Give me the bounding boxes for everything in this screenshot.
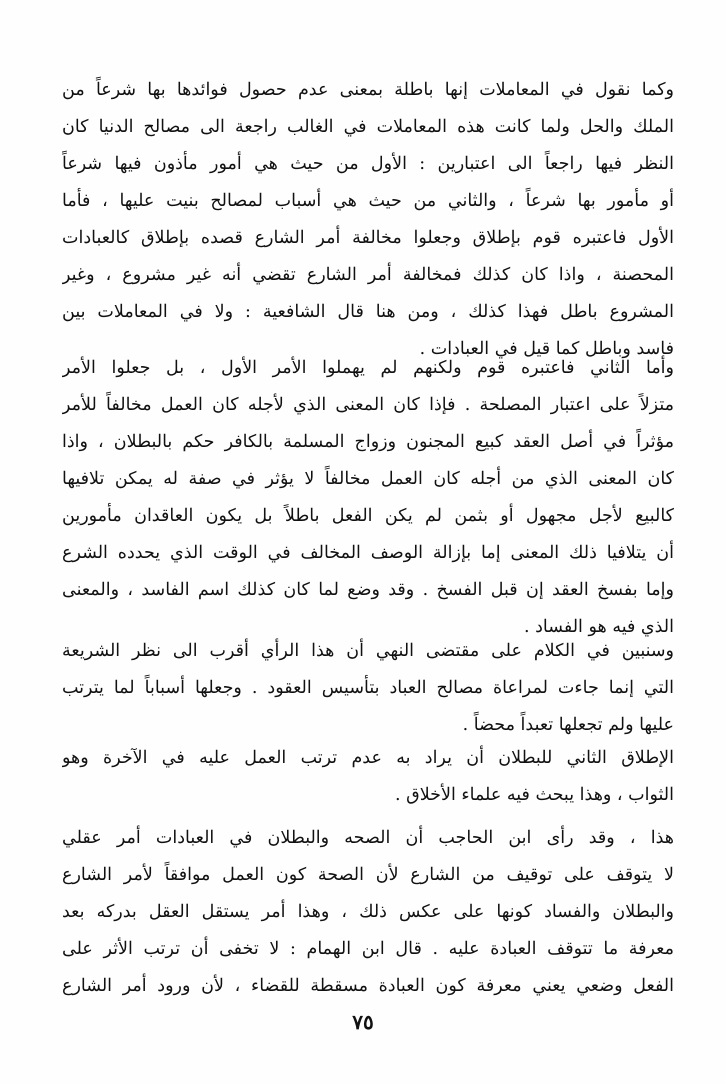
page-number: ٧٥: [352, 1010, 374, 1034]
text-line: الملك والحل ولما كانت هذه المعاملات في الغالب راجعة الى مصالح الدنيا كان: [62, 117, 674, 137]
text-line: المشروع باطل فهذا كذلك ، ومن هنا قال الشافعية : ولا في المعاملات بين: [62, 302, 674, 322]
text-line: أو مأمور بها شرعاً ، والثاني من حيث هي أسباب لمصالح بنيت عليها ، فأما: [62, 191, 674, 211]
text-line: الأول فاعتبره قوم بإطلاق وجعلوا مخالفة أمر الشارع قصده بإطلاق كالعبادات: [62, 228, 674, 248]
text-line: متزلاً على اعتبار المصلحة . فإذا كان المعنى الذي لأجله كان العمل مخالفاً للأمر: [62, 395, 674, 415]
text-line: الذي فيه هو الفساد .: [524, 617, 674, 637]
paragraph-5: [62, 820, 674, 1005]
text-line: النظر فيها راجعاً الى اعتبارين : الأول من حيث هي أمور مأذون فيها شرعاً: [62, 154, 674, 174]
text-line: الفعل وضعي يعني معرفة كون العبادة مسقطة للقضاء ، لأن ورود أمر الشارع: [62, 976, 674, 996]
text-line: وإما بفسخ العقد إن قبل الفسخ . وقد وضع لما كان كذلك اسم الفاسد ، والمعنى: [62, 580, 674, 600]
text-line: كان المعنى الذي من أجله كان العمل مخالفاً لا يؤثر في صفة له يمكن تلافيها: [62, 469, 674, 489]
text-line: والبطلان والفساد كونها على عكس ذلك ، وهذا أمر يستقل العقل بدركه بعد: [62, 902, 674, 922]
text-line: معرفة ما تتوقف العبادة عليه . قال ابن الهمام : لا تخفى أن ترتب الأثر على: [62, 939, 674, 959]
text-line: التي إنما جاءت لمراعاة مصالح العباد بتأسيس العقود . وجعلها أسباباً لما يترتب: [62, 678, 674, 698]
text-line: وسنبين في الكلام على مقتضى النهي أن هذا الرأي أقرب الى نظر الشريعة: [62, 641, 674, 661]
text-line: الثواب ، وهذا يبحث فيه علماء الأخلاق .: [395, 785, 674, 805]
text-line: المحصنة ، واذا كان كذلك فمخالفة أمر الشارع تقضي أنه غير مشروع ، وغير: [62, 265, 674, 285]
paragraph-4: [62, 740, 674, 814]
text-line: فاسد وباطل كما قيل في العبادات .: [419, 339, 674, 359]
text-line: وكما نقول في المعاملات إنها باطلة بمعنى عدم حصول فوائدها بها شرعاً من: [62, 80, 674, 100]
paragraph-2: [62, 350, 674, 646]
text-line: أن يتلافيا ذلك المعنى إما بإزالة الوصف المخالف في الوقت الذي يحدده الشرع: [62, 543, 674, 563]
text-line: كالبيع لأجل مجهول أو بثمن لم يكن الفعل باطلاً بل يكون العاقدان مأمورين: [62, 506, 674, 526]
text-line: لا يتوقف على توقيف من الشارع لأن الصحة كون العمل موافقاً لأمر الشارع: [62, 865, 674, 885]
paragraph-3: [62, 633, 674, 744]
text-line: الإطلاق الثاني للبطلان أن يراد به عدم ترتب العمل عليه في الآخرة وهو: [62, 748, 674, 768]
text-line: هذا ، وقد رأى ابن الحاجب أن الصحه والبطلان في العبادات أمر عقلي: [62, 828, 674, 848]
text-line: مؤثراً في أصل العقد كبيع المجنون وزواج المسلمة بالكافر حكم بالبطلان ، واذا: [62, 432, 674, 452]
paragraph-1: [62, 72, 674, 368]
text-line: عليها ولم تجعلها تعبداً محضاً .: [462, 715, 674, 735]
text-line: وأما الثاني فاعتبره قوم ولكنهم لم يهملوا الأمر الأول ، بل جعلوا الأمر: [62, 358, 674, 378]
